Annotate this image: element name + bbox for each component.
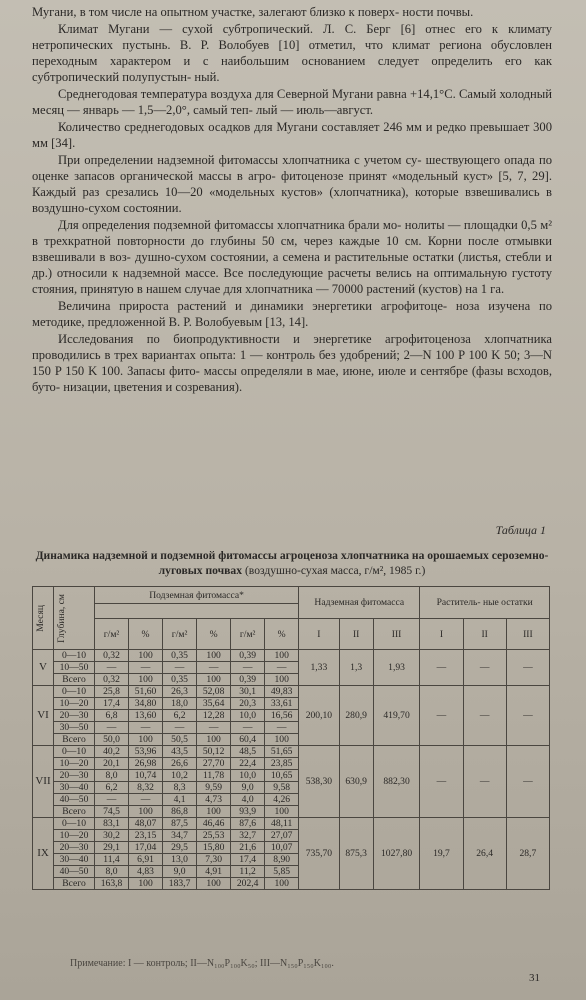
depth-cell: 10—20	[54, 698, 95, 710]
value-cell: 83,1	[95, 818, 129, 830]
header-unit: г/м²	[95, 619, 129, 650]
value-cell: 8,90	[265, 854, 299, 866]
table-row	[33, 818, 550, 830]
value-cell: 8,32	[129, 782, 163, 794]
aboveground-cell: 1,3	[339, 650, 373, 686]
value-cell: 27,07	[265, 830, 299, 842]
header-unit: г/м²	[231, 619, 265, 650]
value-cell: —	[163, 722, 197, 734]
residue-cell: —	[506, 686, 549, 746]
header-variant: III	[506, 619, 549, 650]
page-number: 31	[529, 972, 540, 984]
value-cell: 4,1	[163, 794, 197, 806]
header-underground: Подземная фитомасса*	[95, 587, 299, 604]
table-body	[33, 650, 550, 890]
value-cell: 6,91	[129, 854, 163, 866]
table-caption	[32, 548, 552, 578]
residue-cell: —	[463, 686, 506, 746]
header-unit: %	[197, 619, 231, 650]
paragraph: Исследования по биопродуктивности и энергетике агрофитоценоза хлопчатника проводились в трех вариантах опыта: 1 — контроль без удобрений; 2—N 100 P 100 K 50; 3—N 150 P 150 K 100. Запасы фито- массы определяли в мае, июне, июле и сентябре (фазы всходов, буто- низации, цветения и созревания).	[32, 332, 552, 394]
table-container	[32, 586, 550, 890]
value-cell: 17,04	[129, 842, 163, 854]
residue-cell: 28,7	[506, 818, 549, 890]
header-residues: Раститель- ные остатки	[420, 587, 550, 619]
value-cell: 20,3	[231, 698, 265, 710]
value-cell: 87,6	[231, 818, 265, 830]
residue-cell: —	[506, 650, 549, 686]
aboveground-cell: 875,3	[339, 818, 373, 890]
value-cell: —	[231, 722, 265, 734]
table-row	[33, 686, 550, 698]
residue-cell: —	[420, 650, 463, 686]
value-cell: 87,5	[163, 818, 197, 830]
value-cell: 30,1	[231, 686, 265, 698]
table-label: Таблица 1	[495, 523, 546, 537]
residue-cell: —	[420, 746, 463, 818]
depth-cell: 30—40	[54, 854, 95, 866]
paragraph: Величина прироста растений и динамики энергетики агрофитоце- ноза изучена по методике, предложенной В. Р. Волобуевым [13, 14].	[32, 299, 552, 329]
phytomass-table	[32, 586, 550, 890]
header-unit: г/м²	[163, 619, 197, 650]
value-cell: 29,5	[163, 842, 197, 854]
depth-cell: 20—30	[54, 710, 95, 722]
header-variant: I	[299, 619, 339, 650]
value-cell: 9,0	[231, 782, 265, 794]
value-cell: 183,7	[163, 878, 197, 890]
value-cell: 17,4	[231, 854, 265, 866]
value-cell: 30,2	[95, 830, 129, 842]
caption-continuation: (воздушно-сухая масса, г/м², 1985 г.)	[244, 564, 426, 577]
value-cell: 50,12	[197, 746, 231, 758]
value-cell: 48,11	[265, 818, 299, 830]
depth-cell: Всего	[54, 674, 95, 686]
value-cell: —	[163, 662, 197, 674]
table-note: Примечание: I — контроль; II—N₁₀₀P₁₀₀K₅₀; III—N₁₅₀P₁₅₀K₁₀₀.	[70, 958, 334, 969]
value-cell: 29,1	[95, 842, 129, 854]
residue-cell: —	[420, 686, 463, 746]
value-cell: 33,61	[265, 698, 299, 710]
value-cell: —	[197, 662, 231, 674]
paragraph: Мугани, в том числе на опытном участке, залегают близко к поверх- ности почвы.	[32, 5, 474, 19]
depth-cell: 0—10	[54, 818, 95, 830]
value-cell: 0,32	[95, 650, 129, 662]
value-cell: 0,35	[163, 650, 197, 662]
aboveground-cell: 538,30	[299, 746, 339, 818]
value-cell: 11,78	[197, 770, 231, 782]
aboveground-cell: 630,9	[339, 746, 373, 818]
value-cell: 4,73	[197, 794, 231, 806]
value-cell: 100	[265, 674, 299, 686]
value-cell: 46,46	[197, 818, 231, 830]
depth-cell: Всего	[54, 734, 95, 746]
depth-cell: 30—50	[54, 722, 95, 734]
value-cell: 100	[129, 878, 163, 890]
value-cell: 13,60	[129, 710, 163, 722]
value-cell: 5,85	[265, 866, 299, 878]
depth-cell: 10—20	[54, 758, 95, 770]
value-cell: 48,5	[231, 746, 265, 758]
aboveground-cell: 419,70	[373, 686, 420, 746]
depth-cell: 40—50	[54, 866, 95, 878]
value-cell: 100	[129, 806, 163, 818]
value-cell: 22,4	[231, 758, 265, 770]
value-cell: —	[95, 722, 129, 734]
value-cell: —	[129, 794, 163, 806]
value-cell: 0,32	[95, 674, 129, 686]
value-cell: 50,5	[163, 734, 197, 746]
depth-cell: 0—10	[54, 686, 95, 698]
depth-cell: 40—50	[54, 794, 95, 806]
month-cell: V	[33, 650, 54, 686]
value-cell: 100	[265, 878, 299, 890]
value-cell: 4,26	[265, 794, 299, 806]
paragraph: Количество среднегодовых осадков для Мугани составляет 246 мм и редко превышает 300 мм [34].	[32, 120, 552, 150]
value-cell: 21,6	[231, 842, 265, 854]
aboveground-cell: 735,70	[299, 818, 339, 890]
aboveground-cell: 280,9	[339, 686, 373, 746]
value-cell: 100	[265, 806, 299, 818]
header-month: Месяц	[33, 587, 54, 650]
value-cell: —	[197, 722, 231, 734]
aboveground-cell: 882,30	[373, 746, 420, 818]
month-cell: VII	[33, 746, 54, 818]
value-cell: 100	[265, 650, 299, 662]
header-variant: III	[373, 619, 420, 650]
depth-cell: 20—30	[54, 770, 95, 782]
caption-main: Динамика надземной и подземной фитомассы агроценоза хлопчатника на орошаемых сероземно-луговых почвах	[35, 549, 549, 577]
value-cell: 49,83	[265, 686, 299, 698]
value-cell: 9,59	[197, 782, 231, 794]
value-cell: 26,3	[163, 686, 197, 698]
value-cell: 34,80	[129, 698, 163, 710]
value-cell: 26,98	[129, 758, 163, 770]
value-cell: 0,39	[231, 674, 265, 686]
value-cell: —	[129, 662, 163, 674]
value-cell: 11,4	[95, 854, 129, 866]
header-variant: II	[339, 619, 373, 650]
value-cell: 25,53	[197, 830, 231, 842]
month-cell: IX	[33, 818, 54, 890]
value-cell: 100	[129, 650, 163, 662]
header-unit: %	[129, 619, 163, 650]
value-cell: —	[95, 662, 129, 674]
table-row	[33, 746, 550, 758]
value-cell: 60,4	[231, 734, 265, 746]
paragraph: Для определения подземной фитомассы хлопчатника брали мо- нолиты — площадки 0,5 м² в трехкратной повторности до глубины 50 см, через каждые 10 см. Корни после отмывки взвешивали в воз- душно-сухом состоянии, а семена и растительные остатки (листья, стебли и др.) относили к надземной массе. Все последующие расчеты велись на оптимальную густоту стояния, принятую в нашем случае для хлопчатника — 70000 растений (кустов) на 1 га.	[32, 218, 552, 296]
depth-cell: 10—20	[54, 830, 95, 842]
value-cell: 100	[129, 734, 163, 746]
value-cell: 8,0	[95, 866, 129, 878]
value-cell: 27,70	[197, 758, 231, 770]
value-cell: 23,85	[265, 758, 299, 770]
residue-cell: —	[506, 746, 549, 818]
table-row	[33, 650, 550, 662]
residue-cell: —	[463, 746, 506, 818]
header-unit: %	[265, 619, 299, 650]
value-cell: 48,07	[129, 818, 163, 830]
value-cell: 9,0	[163, 866, 197, 878]
value-cell: 43,5	[163, 746, 197, 758]
depth-cell: 10—50	[54, 662, 95, 674]
value-cell: 34,7	[163, 830, 197, 842]
value-cell: 25,8	[95, 686, 129, 698]
value-cell: 0,35	[163, 674, 197, 686]
value-cell: 9,58	[265, 782, 299, 794]
value-cell: 40,2	[95, 746, 129, 758]
value-cell: 51,65	[265, 746, 299, 758]
value-cell: 100	[197, 650, 231, 662]
value-cell: —	[265, 722, 299, 734]
value-cell: 100	[265, 734, 299, 746]
value-cell: 93,9	[231, 806, 265, 818]
value-cell: 12,28	[197, 710, 231, 722]
value-cell: 0,39	[231, 650, 265, 662]
value-cell: 100	[197, 674, 231, 686]
value-cell: 6,2	[95, 782, 129, 794]
value-cell: 10,65	[265, 770, 299, 782]
value-cell: 74,5	[95, 806, 129, 818]
value-cell: 20,1	[95, 758, 129, 770]
value-cell: 50,0	[95, 734, 129, 746]
residue-cell: —	[463, 650, 506, 686]
value-cell: 26,6	[163, 758, 197, 770]
value-cell: 17,4	[95, 698, 129, 710]
aboveground-cell: 1,33	[299, 650, 339, 686]
value-cell: 10,74	[129, 770, 163, 782]
value-cell: 4,0	[231, 794, 265, 806]
value-cell: —	[129, 722, 163, 734]
value-cell: 100	[129, 674, 163, 686]
value-cell: 16,56	[265, 710, 299, 722]
value-cell: 8,0	[95, 770, 129, 782]
residue-cell: 19,7	[420, 818, 463, 890]
value-cell: 100	[197, 806, 231, 818]
depth-cell: 20—30	[54, 842, 95, 854]
value-cell: 4,83	[129, 866, 163, 878]
value-cell: 7,30	[197, 854, 231, 866]
value-cell: 202,4	[231, 878, 265, 890]
header-aboveground: Надземная фитомасса	[299, 587, 420, 619]
paragraph: Климат Мугани — сухой субтропический. Л. С. Берг [6] отнес его к климату нетропических пустынь. В. Р. Волобуев [10] отметил, что климат региона обусловлен переходным характером и с наибольшим основанием следует определить его как субтропический полупустын- ный.	[32, 22, 552, 84]
value-cell: —	[95, 794, 129, 806]
value-cell: 8,3	[163, 782, 197, 794]
value-cell: 6,8	[95, 710, 129, 722]
body-text	[32, 4, 552, 396]
depth-cell: Всего	[54, 878, 95, 890]
depth-cell: 0—10	[54, 746, 95, 758]
value-cell: 32,7	[231, 830, 265, 842]
value-cell: 10,2	[163, 770, 197, 782]
value-cell: 10,0	[231, 770, 265, 782]
value-cell: —	[265, 662, 299, 674]
value-cell: 100	[197, 878, 231, 890]
value-cell: 86,8	[163, 806, 197, 818]
depth-cell: 30—40	[54, 782, 95, 794]
value-cell: 163,8	[95, 878, 129, 890]
value-cell: 11,2	[231, 866, 265, 878]
header-spacer	[95, 604, 299, 619]
value-cell: 13,0	[163, 854, 197, 866]
residue-cell: 26,4	[463, 818, 506, 890]
aboveground-cell: 1,93	[373, 650, 420, 686]
header-depth: Глубина, см	[54, 587, 95, 650]
value-cell: 52,08	[197, 686, 231, 698]
value-cell: 10,07	[265, 842, 299, 854]
value-cell: 10,0	[231, 710, 265, 722]
value-cell: 35,64	[197, 698, 231, 710]
paragraph: При определении надземной фитомассы хлопчатника с учетом су- шествующего опада по оценке запасов органической массы в агро- фитоценозе принят «модельный куст» [5, 7, 29]. Каждый раз срезались 10—20 «модельных кустов» (хлопчатника), которые взвешивались в воздушно-сухом состоянии.	[32, 153, 552, 215]
depth-cell: 0—10	[54, 650, 95, 662]
value-cell: 6,2	[163, 710, 197, 722]
aboveground-cell: 200,10	[299, 686, 339, 746]
header-variant: II	[463, 619, 506, 650]
value-cell: —	[231, 662, 265, 674]
value-cell: 18,0	[163, 698, 197, 710]
value-cell: 100	[197, 734, 231, 746]
aboveground-cell: 1027,80	[373, 818, 420, 890]
value-cell: 23,15	[129, 830, 163, 842]
value-cell: 51,60	[129, 686, 163, 698]
value-cell: 15,80	[197, 842, 231, 854]
value-cell: 53,96	[129, 746, 163, 758]
header-variant: I	[420, 619, 463, 650]
month-cell: VI	[33, 686, 54, 746]
value-cell: 4,91	[197, 866, 231, 878]
paragraph: Среднегодовая температура воздуха для Северной Мугани равна +14,1°С. Самый холодный месяц — январь — 1,5—2,0°, самый теп- лый — июль—август.	[32, 87, 552, 117]
depth-cell: Всего	[54, 806, 95, 818]
